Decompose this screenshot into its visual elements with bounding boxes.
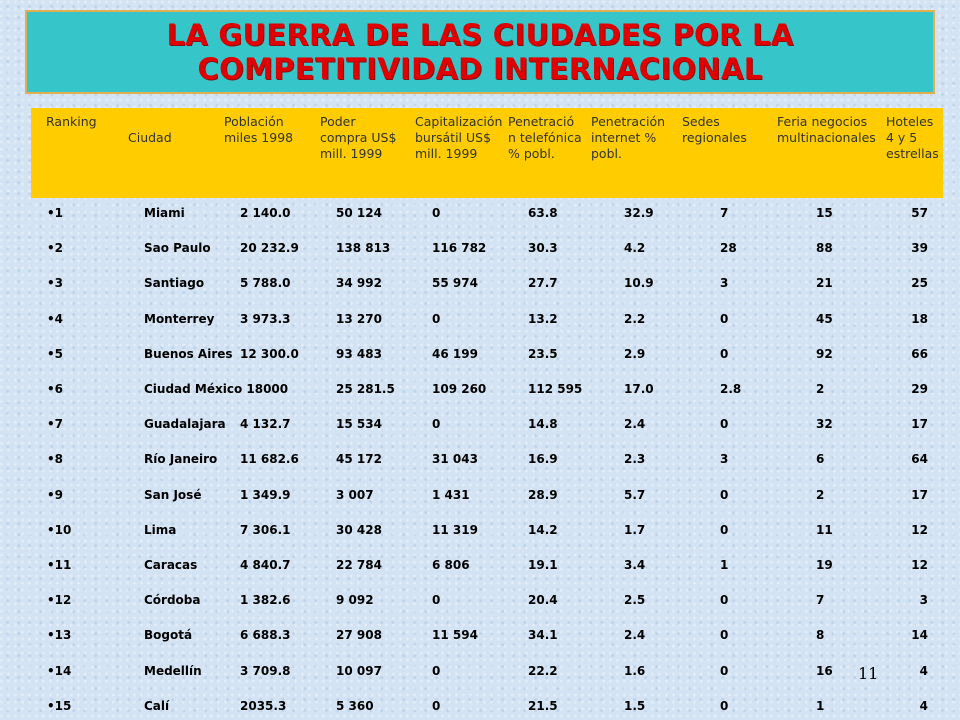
cell-hoteles: 39 bbox=[911, 241, 928, 256]
cell-sedes: 1 bbox=[720, 558, 729, 572]
cell-poder: 50 124 bbox=[336, 206, 382, 220]
cell-tel: 14.2 bbox=[528, 522, 558, 537]
cell-rank: • 11 bbox=[47, 555, 71, 575]
cell-cap: 109 260 bbox=[432, 382, 487, 396]
cell-cap: 46 199 bbox=[432, 346, 478, 361]
cell-pob: 6 688.3 bbox=[240, 628, 291, 643]
cell-pob: 1 349.9 bbox=[240, 487, 291, 502]
cell-sedes: 0 bbox=[720, 663, 729, 678]
cell-feria: 2 bbox=[816, 382, 825, 396]
cell-tel: 27.7 bbox=[528, 276, 558, 291]
cell-feria: 15 bbox=[816, 206, 833, 220]
cell-int: 2.9 bbox=[624, 346, 646, 361]
cell-int: 5.7 bbox=[624, 487, 646, 502]
cell-rank: • 2 bbox=[47, 238, 63, 258]
cell-pob: 5 788.0 bbox=[240, 276, 291, 291]
cell-int: 17.0 bbox=[624, 382, 654, 396]
cell-cap: 6 806 bbox=[432, 558, 470, 572]
cell-cap: 0 bbox=[432, 206, 441, 220]
cell-pob: 1 382.6 bbox=[240, 593, 291, 608]
cell-pob: 4 840.7 bbox=[240, 558, 291, 572]
cell-int: 2.4 bbox=[624, 417, 646, 432]
cell-rank: • 4 bbox=[47, 309, 63, 329]
cell-rank: • 13 bbox=[47, 625, 71, 645]
table-row bbox=[0, 449, 960, 469]
cell-city: Buenos Aires bbox=[144, 346, 233, 361]
cell-pob: 2 140.0 bbox=[240, 206, 291, 220]
cell-sedes: 3 bbox=[720, 452, 729, 467]
table-row bbox=[0, 555, 960, 575]
cell-feria: 8 bbox=[816, 628, 825, 643]
cell-hoteles: 17 bbox=[911, 487, 928, 502]
table-row bbox=[0, 344, 960, 364]
cell-city: Medellín bbox=[144, 663, 202, 678]
cell-poder: 5 360 bbox=[336, 698, 374, 713]
cell-int: 2.2 bbox=[624, 311, 646, 326]
cell-poder: 34 992 bbox=[336, 276, 382, 291]
cell-pob: 3 973.3 bbox=[240, 311, 291, 326]
table-row bbox=[0, 590, 960, 610]
cell-poder: 9 092 bbox=[336, 593, 374, 608]
cell-hoteles: 25 bbox=[911, 276, 928, 291]
table-row bbox=[0, 485, 960, 505]
cell-poder: 10 097 bbox=[336, 663, 382, 678]
cell-pob: 4 132.7 bbox=[240, 417, 291, 432]
table-row bbox=[0, 625, 960, 645]
cell-city: Monterrey bbox=[144, 311, 215, 326]
cell-rank: • 3 bbox=[47, 273, 63, 293]
cell-rank: • 5 bbox=[47, 344, 63, 364]
cell-rank: • 9 bbox=[47, 485, 63, 505]
cell-cap: 11 594 bbox=[432, 628, 478, 643]
cell-hoteles: 57 bbox=[911, 206, 928, 220]
cell-sedes: 3 bbox=[720, 276, 729, 291]
cell-city: Córdoba bbox=[144, 593, 201, 608]
cell-tel: 34.1 bbox=[528, 628, 558, 643]
cell-tel: 23.5 bbox=[528, 346, 558, 361]
cell-feria: 6 bbox=[816, 452, 825, 467]
cell-rank: • 12 bbox=[47, 590, 71, 610]
cell-rank: • 14 bbox=[47, 661, 71, 681]
cell-pob: 3 709.8 bbox=[240, 663, 291, 678]
cell-cap: 31 043 bbox=[432, 452, 478, 467]
cell-tel: 28.9 bbox=[528, 487, 558, 502]
cell-int: 3.4 bbox=[624, 558, 646, 572]
cell-city: Calí bbox=[144, 698, 170, 713]
header-penetracion-internet: Penetración internet % pobl. bbox=[591, 114, 666, 161]
cell-hoteles: 3 bbox=[919, 593, 928, 608]
cell-rank: • 1 bbox=[47, 203, 63, 223]
cell-poder: 45 172 bbox=[336, 452, 382, 467]
header-poder-compra: Poder compra US$ mill. 1999 bbox=[320, 114, 397, 161]
cell-cap: 0 bbox=[432, 663, 441, 678]
cell-rank: • 7 bbox=[47, 414, 63, 434]
cell-poder: 30 428 bbox=[336, 522, 382, 537]
cell-cap: 0 bbox=[432, 311, 441, 326]
cell-pob: 11 682.6 bbox=[240, 452, 299, 467]
cell-feria: 2 bbox=[816, 487, 825, 502]
cell-cap: 1 431 bbox=[432, 487, 470, 502]
table-row bbox=[0, 661, 960, 681]
cell-tel: 19.1 bbox=[528, 558, 558, 572]
cell-poder: 22 784 bbox=[336, 558, 382, 572]
cell-feria: 45 bbox=[816, 311, 833, 326]
cell-hoteles: 17 bbox=[911, 417, 928, 432]
cell-feria: 32 bbox=[816, 417, 833, 432]
header-sedes: Sedes regionales bbox=[682, 114, 747, 145]
cell-rank: • 10 bbox=[47, 520, 71, 540]
cell-cap: 0 bbox=[432, 417, 441, 432]
cell-cap: 0 bbox=[432, 698, 441, 713]
cell-cap: 0 bbox=[432, 593, 441, 608]
cell-feria: 1 bbox=[816, 698, 825, 713]
cell-tel: 112 595 bbox=[528, 382, 583, 396]
cell-city: Bogotá bbox=[144, 628, 193, 643]
cell-pob: 2035.3 bbox=[240, 698, 287, 713]
table-row bbox=[0, 696, 960, 716]
cell-feria: 21 bbox=[816, 276, 833, 291]
cell-rank: • 6 bbox=[47, 379, 63, 399]
table-row bbox=[0, 238, 960, 258]
cell-hoteles: 18 bbox=[911, 311, 928, 326]
cell-pob: 7 306.1 bbox=[240, 522, 291, 537]
cell-tel: 14.8 bbox=[528, 417, 558, 432]
cell-tel: 21.5 bbox=[528, 698, 558, 713]
cell-poder: 93 483 bbox=[336, 346, 382, 361]
header-penetracion-telefonica: Penetració n telefónica % pobl. bbox=[508, 114, 582, 161]
cell-city: Sao Paulo bbox=[144, 241, 211, 256]
header-hoteles: Hoteles 4 y 5 estrellas bbox=[886, 114, 939, 161]
cell-poder: 138 813 bbox=[336, 241, 391, 256]
header-capitalizacion: Capitalización bursátil US$ mill. 1999 bbox=[415, 114, 503, 161]
cell-poder: 3 007 bbox=[336, 487, 374, 502]
cell-int: 1.7 bbox=[624, 522, 646, 537]
title-box bbox=[25, 10, 935, 94]
table-row bbox=[0, 309, 960, 329]
header-poblacion: Población miles 1998 bbox=[224, 114, 294, 145]
cell-int: 1.6 bbox=[624, 663, 646, 678]
cell-poder: 27 908 bbox=[336, 628, 382, 643]
cell-hoteles: 29 bbox=[911, 382, 928, 396]
header-ranking: Ranking bbox=[46, 114, 97, 129]
cell-feria: 19 bbox=[816, 558, 833, 572]
cell-cap: 11 319 bbox=[432, 522, 478, 537]
cell-sedes: 28 bbox=[720, 241, 737, 256]
cell-sedes: 7 bbox=[720, 206, 729, 220]
cell-hoteles: 4 bbox=[919, 663, 928, 678]
cell-sedes: 2.8 bbox=[720, 382, 742, 396]
cell-city: Río Janeiro bbox=[144, 452, 218, 467]
cell-int: 32.9 bbox=[624, 206, 654, 220]
cell-sedes: 0 bbox=[720, 522, 729, 537]
table-row bbox=[0, 414, 960, 434]
cell-hoteles: 64 bbox=[911, 452, 928, 467]
table-row bbox=[0, 520, 960, 540]
cell-city: Santiago bbox=[144, 276, 205, 291]
cell-city: Lima bbox=[144, 522, 177, 537]
cell-feria: 7 bbox=[816, 593, 825, 608]
table-row bbox=[0, 379, 960, 399]
cell-cap: 116 782 bbox=[432, 241, 487, 256]
cell-sedes: 0 bbox=[720, 593, 729, 608]
cell-sedes: 0 bbox=[720, 417, 729, 432]
cell-tel: 13.2 bbox=[528, 311, 558, 326]
cell-city: Miami bbox=[144, 206, 185, 220]
cell-sedes: 0 bbox=[720, 487, 729, 502]
cell-hoteles: 14 bbox=[911, 628, 928, 643]
cell-rank: • 8 bbox=[47, 449, 63, 469]
cell-city: Caracas bbox=[144, 558, 198, 572]
cell-cap: 55 974 bbox=[432, 276, 478, 291]
title-line-1: LA GUERRA DE LAS CIUDADES POR LA bbox=[166, 18, 794, 52]
table-header bbox=[31, 108, 943, 198]
cell-tel: 30.3 bbox=[528, 241, 558, 256]
title-line-2: COMPETITIVIDAD INTERNACIONAL bbox=[197, 52, 763, 86]
cell-feria: 16 bbox=[816, 663, 833, 678]
cell-int: 10.9 bbox=[624, 276, 654, 291]
cell-tel: 22.2 bbox=[528, 663, 558, 678]
cell-hoteles: 12 bbox=[911, 522, 928, 537]
cell-city: Guadalajara bbox=[144, 417, 226, 432]
cell-sedes: 0 bbox=[720, 311, 729, 326]
cell-city: Ciudad México 18000 bbox=[144, 382, 289, 396]
cell-pob: 12 300.0 bbox=[240, 346, 299, 361]
cell-poder: 15 534 bbox=[336, 417, 382, 432]
header-feria: Feria negocios multinacionales bbox=[777, 114, 876, 145]
cell-int: 4.2 bbox=[624, 241, 646, 256]
cell-city: San José bbox=[144, 487, 202, 502]
cell-int: 2.5 bbox=[624, 593, 646, 608]
table-row bbox=[0, 273, 960, 293]
page-number: 11 bbox=[858, 664, 879, 683]
cell-feria: 92 bbox=[816, 346, 833, 361]
cell-feria: 11 bbox=[816, 522, 833, 537]
cell-int: 1.5 bbox=[624, 698, 646, 713]
cell-sedes: 0 bbox=[720, 628, 729, 643]
header-ciudad: Ciudad bbox=[128, 130, 172, 145]
table-row bbox=[0, 203, 960, 223]
cell-hoteles: 4 bbox=[919, 698, 928, 713]
cell-tel: 20.4 bbox=[528, 593, 558, 608]
cell-feria: 88 bbox=[816, 241, 833, 256]
cell-rank: • 15 bbox=[47, 696, 71, 716]
cell-sedes: 0 bbox=[720, 698, 729, 713]
cell-int: 2.4 bbox=[624, 628, 646, 643]
cell-poder: 13 270 bbox=[336, 311, 382, 326]
cell-hoteles: 66 bbox=[911, 346, 928, 361]
cell-int: 2.3 bbox=[624, 452, 646, 467]
cell-poder: 25 281.5 bbox=[336, 382, 395, 396]
cell-hoteles: 12 bbox=[911, 558, 928, 572]
cell-pob: 20 232.9 bbox=[240, 241, 299, 256]
cell-tel: 63.8 bbox=[528, 206, 558, 220]
cell-tel: 16.9 bbox=[528, 452, 558, 467]
cell-sedes: 0 bbox=[720, 346, 729, 361]
